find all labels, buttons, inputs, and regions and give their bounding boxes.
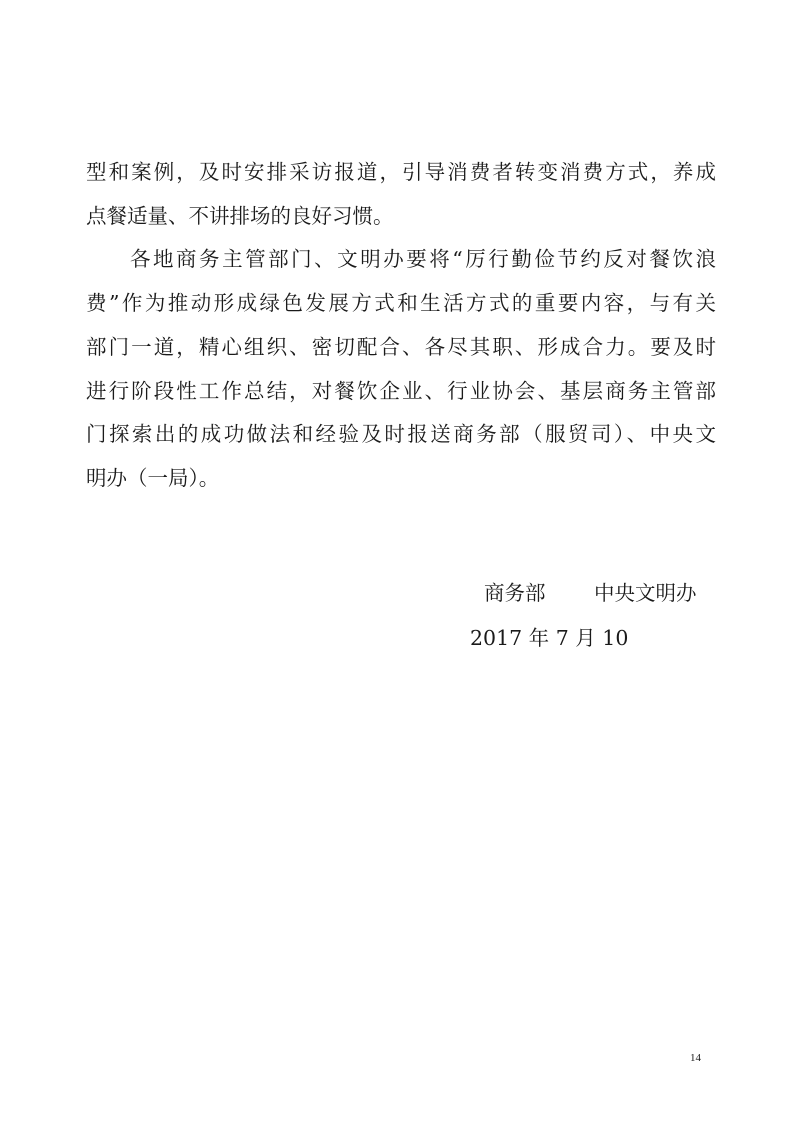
signature-org-commerce: 商务部 — [484, 581, 546, 605]
paragraph-2-line-1: 各地商务主管部门、文明办要将“厉行勤俭节约反对餐饮浪 — [130, 247, 716, 271]
paragraph-2-line-4: 进行阶段性工作总结，对餐饮企业、行业协会、基层商务主管部 — [86, 379, 716, 403]
paragraph-1-line-1: 型和案例，及时安排采访报道，引导消费者转变消费方式，养成 — [86, 160, 716, 184]
paragraph-1-line-2: 点餐适量、不讲排场的良好习惯。 — [86, 204, 394, 228]
page-number: 14 — [690, 1052, 701, 1064]
paragraph-2-line-5: 门探索出的成功做法和经验及时报送商务部（服贸司）、中央文 — [86, 422, 716, 446]
paragraph-2-line-3: 部门一道，精心组织、密切配合、各尽其职、形成合力。要及时 — [86, 335, 716, 359]
paragraph-2-line-2: 费”作为推动形成绿色发展方式和生活方式的重要内容，与有关 — [86, 291, 716, 315]
signature-org-civilization-office: 中央文明办 — [594, 581, 697, 605]
paragraph-2-line-6: 明办（一局）。 — [86, 466, 220, 490]
signature-date: 2017 年 7 月 10 — [470, 626, 629, 650]
